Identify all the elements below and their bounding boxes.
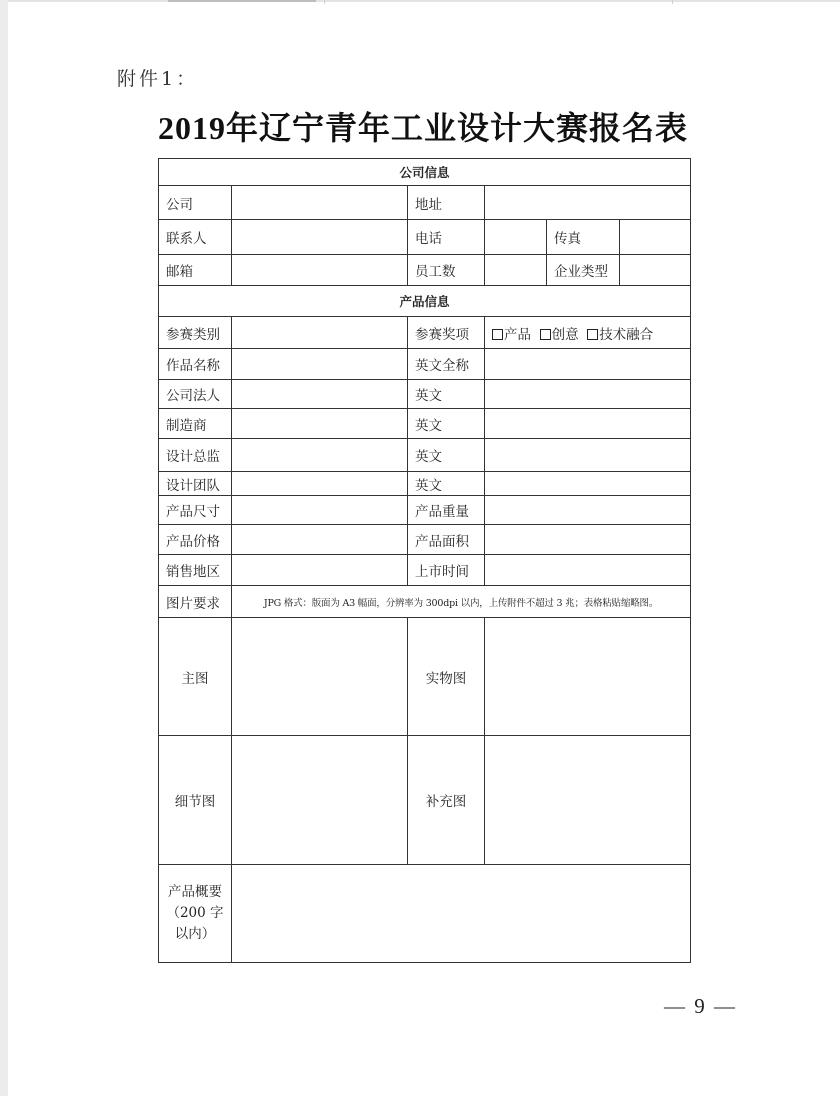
viewer-divider [324, 0, 325, 4]
extra-image-label: 补充图 [408, 736, 485, 865]
contact-label: 联系人 [159, 220, 232, 255]
english-full-name-label: 英文全称 [408, 349, 485, 380]
award-tech-label: 技术融合 [599, 326, 654, 343]
image-req-label: 图片要求 [159, 586, 232, 618]
legal-person-english-field[interactable] [485, 380, 691, 409]
document-page [8, 0, 840, 1096]
email-field[interactable] [232, 255, 408, 286]
attachment-label: 附件1： [117, 68, 199, 90]
manufacturer-field[interactable] [232, 409, 408, 439]
main-image-label: 主图 [159, 618, 232, 736]
award-label: 参赛奖项 [408, 317, 485, 349]
sales-region-field[interactable] [232, 555, 408, 586]
registration-form-table [158, 158, 691, 963]
work-name-field[interactable] [232, 349, 408, 380]
company-field[interactable] [232, 186, 408, 220]
detail-image-field[interactable] [232, 736, 408, 865]
summary-label [159, 865, 232, 963]
contact-field[interactable] [232, 220, 408, 255]
legal-person-field[interactable] [232, 380, 408, 409]
company-type-field[interactable] [620, 255, 691, 286]
price-field[interactable] [232, 525, 408, 555]
design-director-english-field[interactable] [485, 439, 691, 472]
summary-label-line: 以内） [174, 926, 216, 942]
detail-image-label: 细节图 [159, 736, 232, 865]
area-field[interactable] [485, 525, 691, 555]
award-tech-checkbox[interactable] [587, 329, 598, 340]
category-field[interactable] [232, 317, 408, 349]
launch-time-label: 上市时间 [408, 555, 485, 586]
award-creative-checkbox[interactable] [540, 329, 551, 340]
english-full-name-field[interactable] [485, 349, 691, 380]
viewer-top-bar [8, 0, 840, 2]
design-director-field[interactable] [232, 439, 408, 472]
award-product-label: 产品 [504, 326, 531, 343]
size-label: 产品尺寸 [159, 496, 232, 525]
viewer-scroll-indicator[interactable] [168, 0, 316, 2]
manufacturer-label: 制造商 [159, 409, 232, 439]
employees-label: 员工数 [408, 255, 485, 286]
english-label: 英文 [408, 409, 485, 439]
company-label: 公司 [159, 186, 232, 220]
company-type-label: 企业类型 [547, 255, 620, 286]
page-number: — 9 — [664, 994, 737, 1018]
extra-image-field[interactable] [485, 736, 691, 865]
summary-label-line: （200 字 [166, 905, 224, 921]
company-info-header: 公司信息 [159, 159, 691, 186]
english-label: 英文 [408, 472, 485, 496]
weight-label: 产品重量 [408, 496, 485, 525]
manufacturer-english-field[interactable] [485, 409, 691, 439]
launch-time-field[interactable] [485, 555, 691, 586]
address-label: 地址 [408, 186, 485, 220]
real-image-label: 实物图 [408, 618, 485, 736]
main-image-field[interactable] [232, 618, 408, 736]
award-product-checkbox[interactable] [492, 329, 503, 340]
email-label: 邮箱 [159, 255, 232, 286]
english-label: 英文 [408, 439, 485, 472]
size-field[interactable] [232, 496, 408, 525]
legal-person-label: 公司法人 [159, 380, 232, 409]
design-team-field[interactable] [232, 472, 408, 496]
weight-field[interactable] [485, 496, 691, 525]
summary-label-line: 产品概要 [168, 884, 222, 900]
area-label: 产品面积 [408, 525, 485, 555]
fax-field[interactable] [620, 220, 691, 255]
address-field[interactable] [485, 186, 691, 220]
image-req-note: JPG 格式：版面为 A3 幅面，分辨率为 300dpi 以内，上传附件不超过 3 兆；表格粘贴缩略图。 [232, 586, 691, 618]
award-creative-label: 创意 [551, 326, 579, 343]
phone-label: 电话 [408, 220, 485, 255]
page-title: 2019年辽宁青年工业设计大赛报名表 [158, 110, 689, 146]
design-team-label: 设计团队 [159, 472, 232, 496]
award-options [485, 317, 691, 349]
fax-label: 传真 [547, 220, 620, 255]
category-label: 参赛类别 [159, 317, 232, 349]
summary-field[interactable] [232, 865, 691, 963]
price-label: 产品价格 [159, 525, 232, 555]
product-info-header: 产品信息 [159, 286, 691, 317]
sales-region-label: 销售地区 [159, 555, 232, 586]
design-director-label: 设计总监 [159, 439, 232, 472]
english-label: 英文 [408, 380, 485, 409]
employees-field[interactable] [485, 255, 547, 286]
design-team-english-field[interactable] [485, 472, 691, 496]
viewer-divider [672, 0, 673, 4]
work-name-label: 作品名称 [159, 349, 232, 380]
real-image-field[interactable] [485, 618, 691, 736]
phone-field[interactable] [485, 220, 547, 255]
